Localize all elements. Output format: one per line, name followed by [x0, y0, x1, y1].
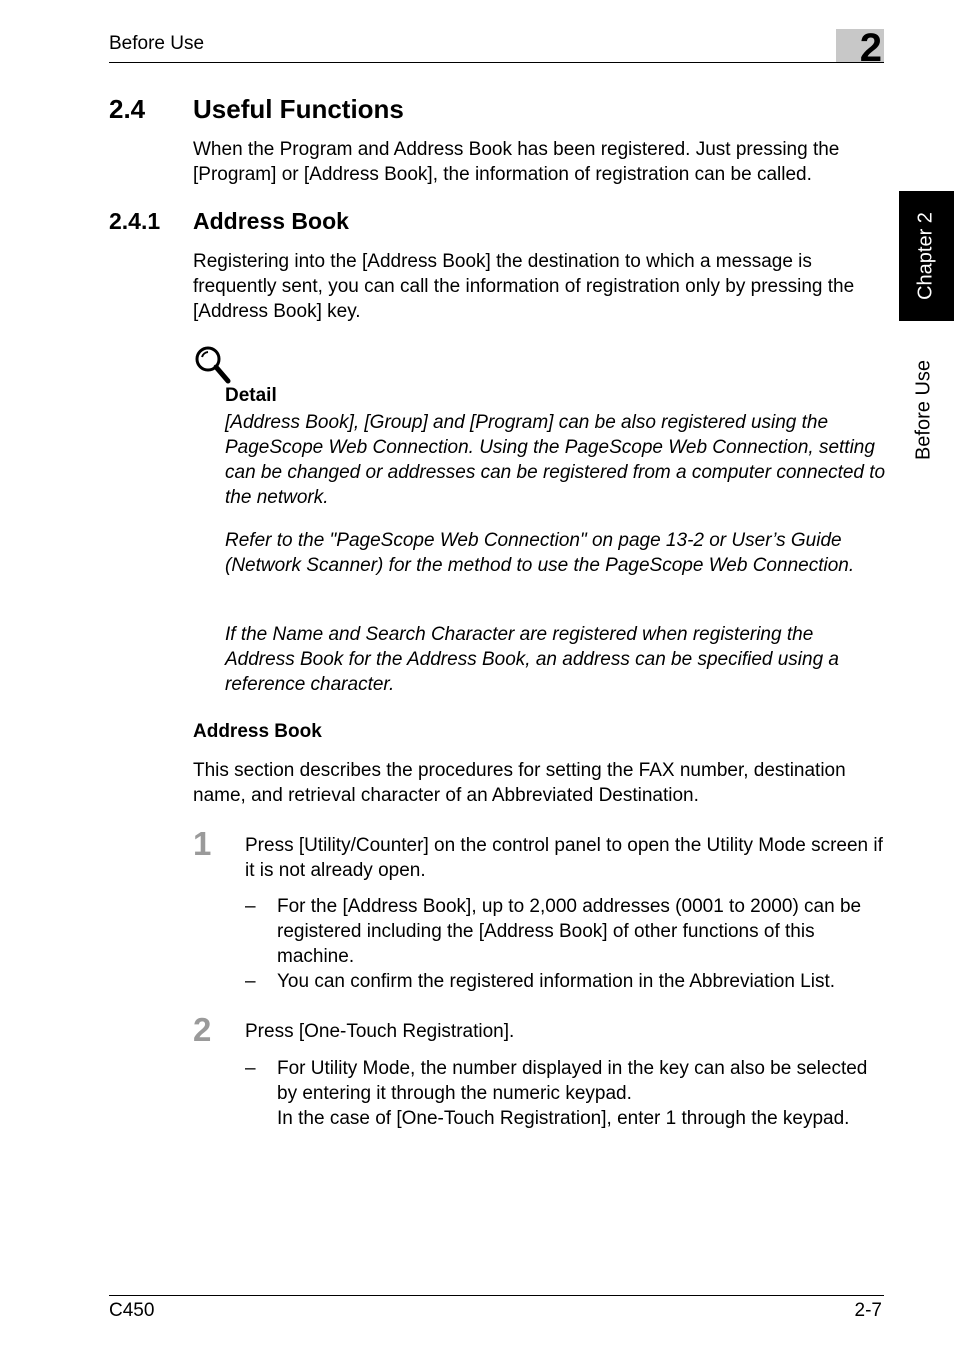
procedure-intro: This section describes the procedures for setting the FAX number, destination name, and retrieval character of an Abbreviated Destination.: [193, 760, 846, 806]
subsection-title: Address Book: [193, 208, 349, 234]
subsection-intro: Registering into the [Address Book] the destination to which a message is frequently sent, you can call the information of registration only by pressing the [Address Book] key.: [193, 251, 855, 322]
section-title: Useful Functions: [193, 94, 404, 124]
section-intro: When the Program and Address Book has been registered. Just pressing the [Program] or [Address Book], the information of registration can be called.: [193, 139, 840, 185]
bullet-dash: –: [245, 896, 256, 917]
bullet-text: You can confirm the registered information in the Abbreviation List.: [277, 971, 836, 992]
bullet-dash: –: [245, 1058, 256, 1079]
chapter-box: [836, 26, 884, 70]
detail-paragraph: Refer to the "PageScope Web Connection" on page 13-2 or User’s Guide (Network Scanner) for the method to use the PageScope Web Connection.: [225, 530, 855, 576]
detail-label: Detail: [225, 385, 277, 406]
step-number: 1: [193, 825, 212, 862]
footer-model: C450: [109, 1300, 155, 1321]
detail-paragraph: If the Name and Search Character are registered when registering the Address Book for the Address Book, an address can be specified using a reference character.: [225, 624, 839, 695]
detail-paragraph: [Address Book], [Group] and [Program] can be also registered using the PageScope Web Connection. Using the PageScope Web Connection, setting can be changed or addresses can be registered from a computer connected to the network.: [225, 412, 886, 508]
bullet-dash: –: [245, 971, 256, 992]
section-number: 2.4: [109, 94, 146, 124]
footer-rule: [109, 1295, 884, 1296]
side-chapter-label: Chapter 2: [914, 212, 937, 300]
step-text: Press [Utility/Counter] on the control panel to open the Utility Mode screen if it is not already open.: [245, 835, 883, 881]
footer-page-number: 2-7: [854, 1300, 882, 1321]
subsection-number: 2.4.1: [109, 208, 161, 234]
bullet-text: For the [Address Book], up to 2,000 addresses (0001 to 2000) can be registered including the [Address Book] of other functions of this machine.: [277, 896, 862, 967]
chapter-number: 2: [859, 26, 882, 70]
procedure-heading: Address Book: [193, 721, 322, 742]
step-number: 2: [193, 1011, 212, 1048]
magnifier-icon: [193, 344, 231, 384]
bullet-text: For Utility Mode, the number displayed in the key can also be selected by entering it through the numeric keypad.: [277, 1058, 868, 1104]
note-text: In the case of [One-Touch Registration], enter 1 through the keypad.: [277, 1108, 850, 1129]
step-text: Press [One-Touch Registration].: [245, 1021, 515, 1042]
header-title: Before Use: [109, 33, 205, 54]
header-rule: [109, 62, 884, 63]
side-section-label: Before Use: [912, 359, 935, 461]
